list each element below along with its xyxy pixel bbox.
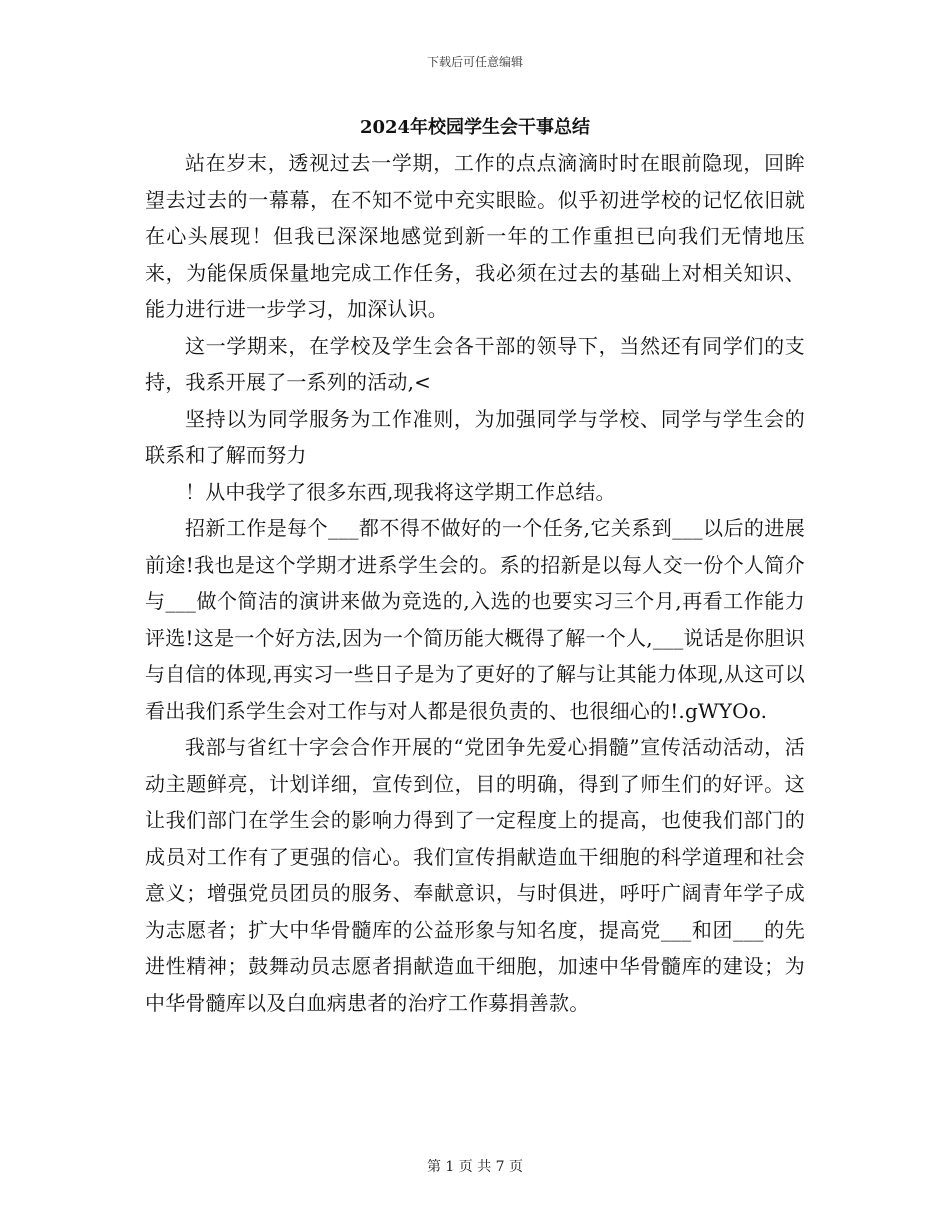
paragraph-3: 坚持以为同学服务为工作准则，为加强同学与学校、同学与学生会的联系和了解而努力	[145, 406, 805, 467]
paragraph-5: 招新工作是每个___都不得不做好的一个任务,它关系到___以后的进展前途!我也是这个学期才进系学生会的。系的招新是以每人交一份个人简介与___做个简洁的演讲来做为竞选的,入选的也要实习三个月,再看工作能力评选!这是一个好方法,因为一个简历能大概得了解一个人,___说话是你胆识与自信的体现,再实习一些日子是为了更好的了解与让其能力体现,从这可以看出我们系学生会对工作与对人都是很负责的、也很细心的!.gWYOo.	[145, 516, 805, 723]
paragraph-2: 这一学期来，在学校及学生会各干部的领导下，当然还有同学们的支持，我系开展了一系列的活动,<	[145, 333, 805, 394]
page-header-note: 下载后可任意编辑	[426, 55, 523, 69]
paragraph-1: 站在岁末，透视过去一学期，工作的点点滴滴时时在眼前隐现，回眸望去过去的一幕幕，在不知不觉中充实眼睑。似乎初进学校的记忆依旧就在心头展现！但我已深深地感觉到新一年的工作重担已向我们无情地压来，为能保质保量地完成工作任务，我必须在过去的基础上对相关知识、能力进行进一步学习，加深认识。	[145, 151, 805, 321]
document-body	[145, 145, 805, 1021]
page-number-footer: 第 1 页 共 7 页	[426, 1159, 524, 1175]
paragraph-6: 我部与省红十字会合作开展的“党团争先爱心捐髓”宣传活动活动，活动主题鲜亮，计划详细，宣传到位，目的明确，得到了师生们的好评。这让我们部门在学生会的影响力得到了一定程度上的提高，也使我们部门的成员对工作有了更强的信心。我们宣传捐献造血干细胞的科学道理和社会意义；增强党员团员的服务、奉献意识，与时俱进，呼吁广阔青年学子成为志愿者；扩大中华骨髓库的公益形象与知名度，提高党___和团___的先进性精神；鼓舞动员志愿者捐献造血干细胞，加速中华骨髓库的建设；为中华骨髓库以及白血病患者的治疗工作募捐善款。	[145, 735, 805, 1015]
paragraph-4: ！从中我学了很多东西,现我将这学期工作总结。	[185, 479, 616, 504]
document-title: 2024年校园学生会干事总结	[359, 117, 591, 138]
